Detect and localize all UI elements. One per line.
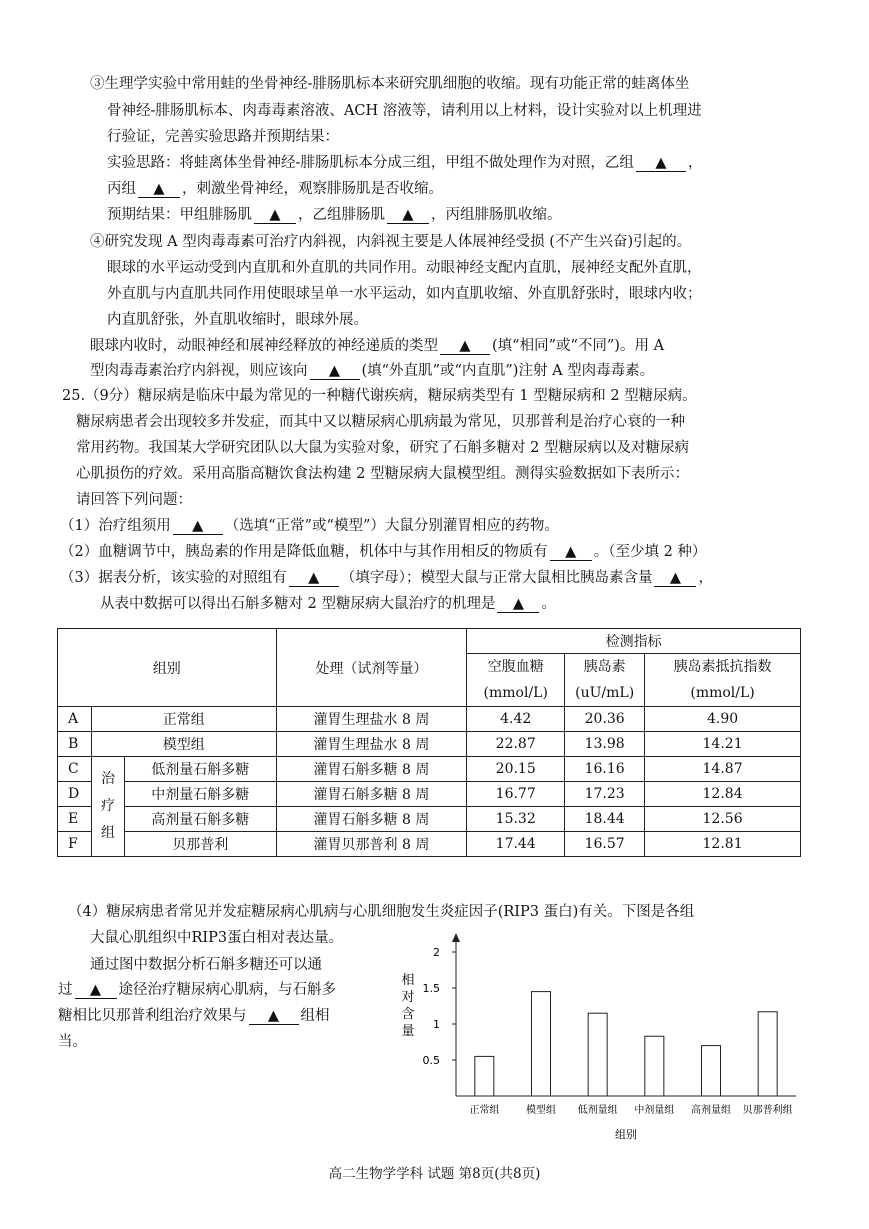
table-row: D 中剂量石斛多糖 灌胃石斛多糖 8 周 16.77 17.23 12.84: [58, 782, 801, 807]
rip3-bar-chart: [396, 930, 806, 1148]
q24-question-line2: 型肉毒毒素治疗内斜视，则应该向 ▲ (填“外直肌”或“内直肌”)注射 A 型肉毒毒素。: [90, 363, 655, 379]
answer-blank: ▲: [497, 596, 539, 613]
header-insulin: 胰岛素 (uU/mL): [565, 654, 645, 707]
bar: [588, 1013, 607, 1096]
answer-blank: ▲: [173, 518, 223, 535]
q24-item3-line2: 骨神经-腓肠肌标本、肉毒毒素溶液、ACH 溶液等，请利用以上材料，设计实验对以上机理进: [107, 103, 702, 119]
bar: [532, 992, 551, 1096]
table-row: A 正常组 灌胃生理盐水 8 周 4.42 20.36 4.90: [58, 707, 801, 732]
header-treatment: 处理（试剂等量）: [276, 629, 467, 707]
q25-sub3-line1: （3）据表分析，该实验的对照组有 ▲ （填字母）；模型大鼠与正常大鼠相比胰岛素含量 ▲ ，: [60, 570, 713, 586]
x-axis-label: 组别: [615, 1128, 637, 1141]
y-axis-arrow: [452, 933, 460, 942]
q25-sub4-line6: 当。: [58, 1034, 87, 1050]
q24-item3-line3: 行验证，完善实验思路并预期结果：: [107, 129, 339, 145]
data-table: [57, 628, 801, 857]
x-tick-label: 贝那普利组: [742, 1105, 793, 1116]
table-row: B 模型组 灌胃生理盐水 8 周 22.87 13.98 14.21: [58, 732, 801, 757]
table-row: F 贝那普利 灌胃贝那普利 8 周 17.44 16.57 12.81: [58, 832, 801, 857]
q25-sub4-line1: （4）糖尿病患者常见并发症糖尿病心肌病与心肌细胞发生炎症因子(RIP3 蛋白)有关。下图是各组: [68, 904, 695, 920]
q25-sub3-line2: 从表中数据可以得出石斛多糖对 2 型糖尿病大鼠治疗的机理是 ▲ 。: [100, 596, 556, 612]
y-tick-label: 2: [433, 946, 440, 959]
answer-blank: ▲: [249, 1008, 299, 1025]
header-resist-index: 胰岛素抵抗指数 (mmol/L): [645, 654, 801, 707]
x-tick-label: 中剂量组: [634, 1105, 675, 1116]
header-indicators: 检测指标: [467, 629, 801, 654]
bar: [758, 1012, 777, 1096]
x-tick-label: 模型组: [526, 1105, 556, 1116]
answer-blank: ▲: [654, 570, 696, 587]
q25-line4: 心肌损伤的疗效。采用高脂高糖饮食法构建 2 型糖尿病大鼠模型组。测得实验数据如下表所示：: [76, 466, 689, 482]
treatment-group-label: [91, 757, 124, 857]
answer-blank: ▲: [254, 207, 296, 224]
q24-idea-line2: 丙组 ▲ ，刺激坐骨神经，观察腓肠肌是否收缩。: [107, 181, 443, 197]
answer-blank: ▲: [138, 181, 180, 198]
q24-idea-line1: 实验思路：将蛙离体坐骨神经-腓肠肌标本分成三组，甲组不做处理作为对照，乙组 ▲ ，: [107, 155, 703, 171]
table-row: C 治疗组 低剂量石斛多糖 灌胃石斛多糖 8 周 20.15 16.16 14.87: [58, 757, 801, 782]
q24-item3-line1: ③生理学实验中常用蛙的坐骨神经-腓肠肌标本来研究肌细胞的收缩。现有功能正常的蛙离体坐: [90, 76, 690, 92]
bar: [475, 1056, 494, 1096]
x-tick-label: 低剂量组: [577, 1105, 618, 1116]
y-axis-label-char: 相: [401, 973, 415, 988]
q25-line1: 25.（9分）糖尿病是临床中最为常见的一种糖代谢疾病，糖尿病类型有 1 型糖尿病和 2 型糖尿病。: [62, 388, 697, 404]
q24-question-line1: 眼球内收时，动眼神经和展神经释放的神经递质的类型 ▲ (填“相同”或“不同”)。用 A: [90, 338, 665, 354]
q25-sub1: （1）治疗组须用 ▲ （选填“正常”或“模型”）大鼠分别灌胃相应的药物。: [60, 518, 559, 534]
treat-group-text: 治疗组: [100, 771, 115, 841]
answer-blank: ▲: [289, 570, 339, 587]
q25-sub4-line4: 过 ▲ 途径治疗糖尿病心肌病，与石斛多: [58, 982, 336, 998]
q25-sub4-line3: 通过图中数据分析石斛多糖还可以通: [90, 957, 322, 973]
answer-blank: ▲: [75, 982, 117, 999]
table-row: E 高剂量石斛多糖 灌胃石斛多糖 8 周 15.32 18.44 12.56: [58, 807, 801, 832]
answer-blank: ▲: [310, 363, 360, 380]
page-footer: 高二生物学学科 试题 第8页(共8页): [328, 1166, 541, 1182]
answer-blank: ▲: [440, 338, 490, 355]
q25-sub4-line5: 糖相比贝那普利组治疗效果与 ▲ 组相: [58, 1008, 330, 1024]
q24-item4-line1: ④研究发现 A 型肉毒毒素可治疗内斜视，内斜视主要是人体展神经受损 (不产生兴奋)引起的。: [90, 234, 692, 250]
y-axis-label-char: 对: [401, 990, 415, 1005]
q25-sub2: （2）血糖调节中，胰岛素的作用是降低血糖，机体中与其作用相反的物质有 ▲ 。（至少填 2 种）: [60, 544, 707, 560]
y-tick-label: 0.5: [422, 1054, 440, 1067]
answer-blank: ▲: [636, 155, 686, 172]
answer-blank: ▲: [387, 207, 429, 224]
bar: [702, 1046, 721, 1096]
y-tick-label: 1: [433, 1018, 440, 1031]
q24-item4-line3: 外直肌与内直肌共同作用使眼球呈单一水平运动，如内直肌收缩、外直肌舒张时，眼球内收；: [107, 286, 702, 302]
q25-sub4-line2: 大鼠心肌组织中RIP3蛋白相对表达量。: [90, 930, 344, 946]
bar: [645, 1036, 664, 1096]
y-axis-label-char: 量: [401, 1024, 415, 1039]
q24-item4-line2: 眼球的水平运动受到内直肌和外直肌的共同作用。动眼神经支配内直肌，展神经支配外直肌，: [107, 260, 702, 276]
answer-blank: ▲: [550, 544, 592, 561]
q24-item4-line4: 内直肌舒张，外直肌收缩时，眼球外展。: [107, 312, 368, 328]
q24-result-line: 预期结果：甲组腓肠肌 ▲ ，乙组腓肠肌 ▲ ，丙组腓肠肌收缩。: [107, 207, 562, 223]
header-group: 组别: [58, 629, 277, 707]
q25-line3: 常用药物。我国某大学研究团队以大鼠为实验对象，研究了石斛多糖对 2 型糖尿病以及对糖尿病: [76, 440, 689, 456]
x-tick-label: 正常组: [469, 1105, 500, 1116]
q25-line5: 请回答下列问题：: [76, 492, 192, 508]
y-tick-label: 1.5: [422, 982, 440, 995]
q25-line2: 糖尿病患者会出现较多并发症，而其中又以糖尿病心肌病最为常见，贝那普利是治疗心衰的一种: [76, 414, 685, 430]
y-axis-label-char: 含: [401, 1007, 415, 1022]
header-glucose: 空腹血糖 (mmol/L): [467, 654, 565, 707]
x-tick-label: 高剂量组: [691, 1105, 731, 1116]
y-axis-label: [401, 972, 414, 1039]
